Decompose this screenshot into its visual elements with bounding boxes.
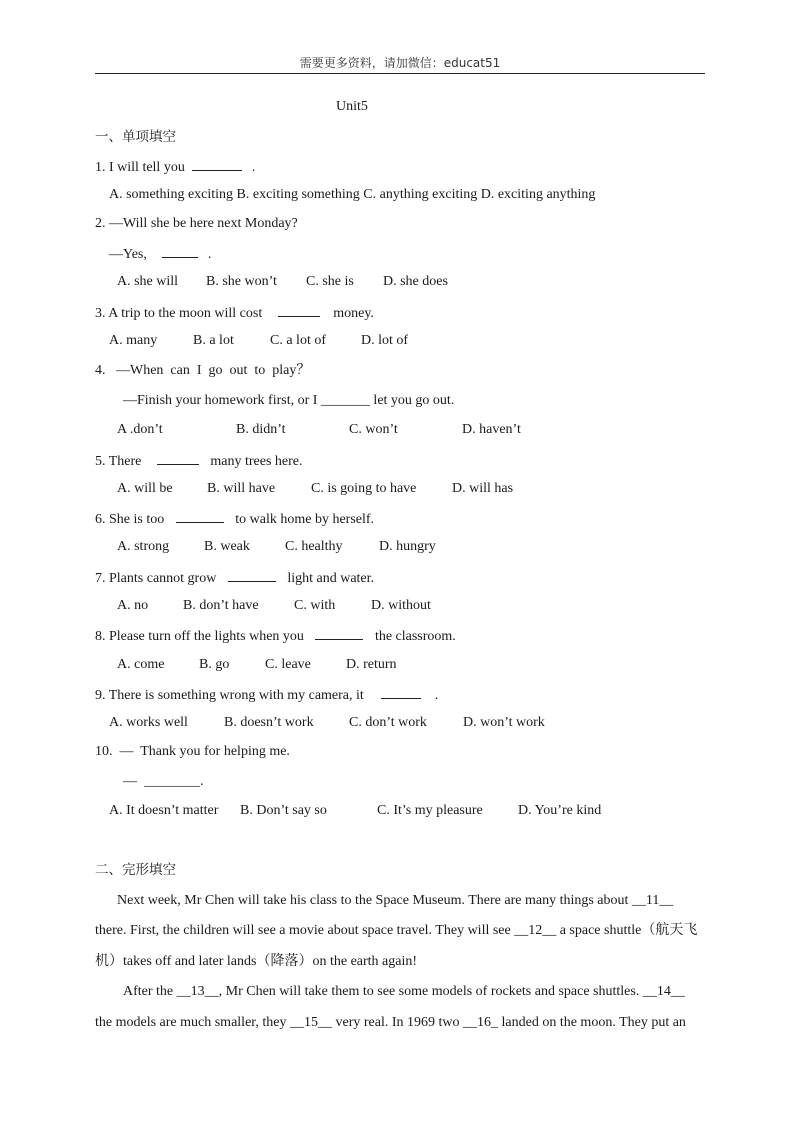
q7-option-d: D. without [371,598,431,613]
question-9 [95,685,438,705]
question-6 [95,509,374,529]
q10-reply: — ________. [123,774,204,789]
q4-option-c: C. won’t [349,422,398,437]
q9-option-c: C. don’t work [349,715,427,730]
q2-end: . [207,247,212,262]
page-header: 需要更多资料，请加微信：educat51 [299,56,501,70]
question-8 [95,626,456,646]
q3-option-c: C. a lot of [270,333,326,348]
q10-option-a: A. It doesn’t matter [109,803,219,818]
q8-option-c: C. leave [265,657,311,672]
q5-option-d: D. will has [452,481,514,496]
q4-option-d: D. haven’t [462,422,521,437]
q6-option-c: C. healthy [285,539,343,554]
passage-line-4: After the __13__, Mr Chen will take them to see some models of rockets and space shuttles. __14__ [123,984,685,999]
q6-blank [176,509,224,523]
passage-line-3: 机）takes off and later lands（降落）on the earth again! [95,954,418,969]
q10-option-c: C. It’s my pleasure [377,803,483,818]
q6-stem: 6. She is too [95,512,165,527]
q3-option-b: B. a lot [193,333,234,348]
section1-heading: 一、单项填空 [95,129,176,145]
header-rule [95,73,705,74]
q4-option-b: B. didn’t [236,422,286,437]
q8-stem: 8. Please turn off the lights when you [95,629,304,644]
question-1 [95,157,255,177]
q8-blank [315,626,363,640]
q9-option-d: D. won’t work [463,715,545,730]
q10-option-d: D. You’re kind [518,803,602,818]
q1-blank [192,157,242,171]
q2-reply [109,244,211,264]
q4-option-a: A .don’t [117,422,163,437]
q6-option-b: B. weak [204,539,250,554]
passage-line-5: the models are much smaller, they __15__ very real. In 1969 two __16_ landed on the moon. They put an [95,1015,686,1030]
q9-option-b: B. doesn’t work [224,715,314,730]
q5-option-b: B. will have [207,481,276,496]
q1-end: . [251,160,256,175]
q5-option-c: C. is going to have [311,481,417,496]
q2-option-d: D. she does [383,274,448,289]
q7-end: light and water. [287,571,375,586]
q2-option-c: C. she is [306,274,354,289]
q6-option-d: D. hungry [379,539,436,554]
q7-option-a: A. no [117,598,149,613]
q10-option-b: B. Don’t say so [240,803,327,818]
q5-stem: 5. There [95,454,142,469]
section2-heading: 二、完形填空 [95,862,176,878]
q1-stem: 1. I will tell you [95,160,185,175]
q7-option-b: B. don’t have [183,598,259,613]
q2-option-a: A. she will [117,274,179,289]
question-5 [95,451,303,471]
q8-option-d: D. return [346,657,397,672]
q8-option-b: B. go [199,657,230,672]
question-7 [95,568,374,588]
q4-reply: —Finish your homework first, or I _______ let you go out. [123,393,455,408]
q3-end: money. [333,306,374,321]
q2-blank [162,244,198,258]
q2-reply-text: —Yes, [109,247,147,262]
q7-stem: 7. Plants cannot grow [95,571,217,586]
q7-option-c: C. with [294,598,336,613]
q3-stem: 3. A trip to the moon will cost [95,306,263,321]
passage-line-2: there. First, the children will see a movie about space travel. They will see __12__ a space shuttle（航天飞 [95,923,698,938]
q7-blank [228,568,276,582]
q6-option-a: A. strong [117,539,170,554]
q3-blank [278,303,320,317]
question-4: 4. —When can I go out to play？ [95,363,311,378]
question-2: 2. —Will she be here next Monday? [95,216,298,231]
q5-blank [157,451,199,465]
passage-line-1: Next week, Mr Chen will take his class to the Space Museum. There are many things about __11__ [117,893,674,908]
q9-option-a: A. works well [109,715,188,730]
unit-title: Unit5 [336,99,368,114]
q6-end: to walk home by herself. [235,512,375,527]
q9-stem: 9. There is something wrong with my camera, it [95,688,364,703]
question-3 [95,303,374,323]
q1-options: A. something exciting B. exciting something C. anything exciting D. exciting anything [109,187,596,202]
q5-end: many trees here. [210,454,303,469]
q8-end: the classroom. [374,629,456,644]
q9-blank [381,685,421,699]
q5-option-a: A. will be [117,481,173,496]
q8-option-a: A. come [117,657,165,672]
q2-option-b: B. she won’t [206,274,277,289]
question-10: 10. — Thank you for helping me. [95,744,290,759]
q9-end: . [434,688,439,703]
q3-option-d: D. lot of [361,333,409,348]
q3-option-a: A. many [109,333,158,348]
